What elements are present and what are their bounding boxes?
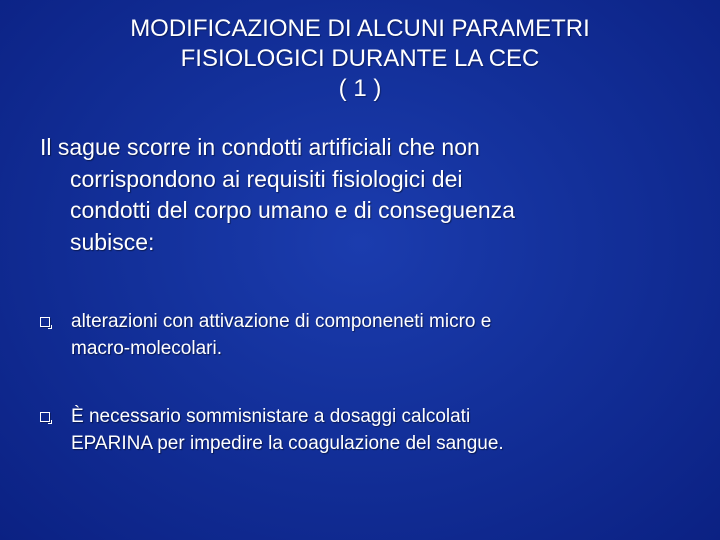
- bullet-line: macro-molecolari.: [71, 338, 222, 359]
- intro-paragraph: [40, 132, 680, 258]
- bullet-line: È necessario sommisnistare a dosaggi calcolati: [71, 406, 471, 427]
- title-line: MODIFICAZIONE DI ALCUNI PARAMETRI: [130, 15, 590, 42]
- square-bullet-icon: [40, 412, 50, 422]
- square-bullet-icon: [40, 317, 50, 327]
- bullet-item: [40, 403, 680, 457]
- intro-line: condotti del corpo umano e di conseguenza: [70, 197, 515, 223]
- title-line: FISIOLOGICI DURANTE LA CEC: [180, 45, 540, 72]
- bullet-text: [71, 403, 680, 457]
- title-line: ( 1 ): [338, 75, 382, 102]
- intro-line: Il sague scorre in condotti artificiali che non: [40, 134, 480, 160]
- intro-line: corrispondono ai requisiti fisiologici dei: [70, 165, 463, 192]
- bullet-item: [40, 308, 680, 362]
- slide-title: [40, 14, 680, 104]
- bullet-line: EPARINA per impedire la coagulazione del sangue.: [71, 433, 504, 454]
- intro-line: subisce:: [70, 228, 155, 255]
- bullet-line: alterazioni con attivazione di componeneti micro e: [71, 311, 492, 332]
- bullet-text: [71, 308, 680, 362]
